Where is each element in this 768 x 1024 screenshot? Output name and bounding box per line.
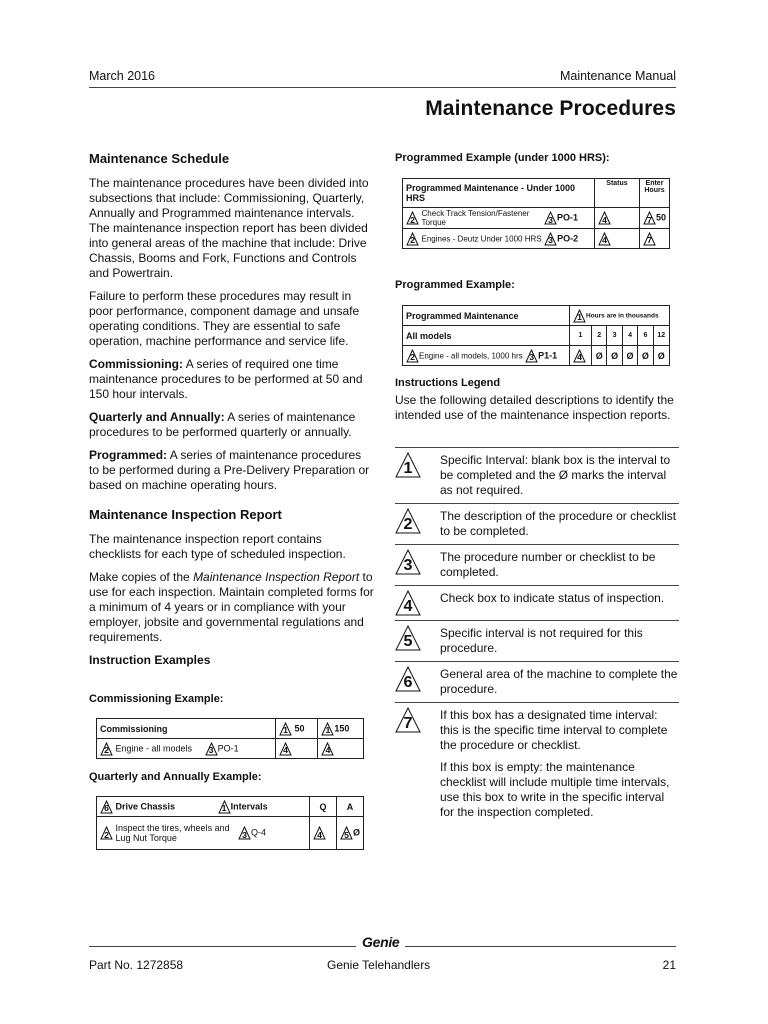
triangle-4-icon: 4 [598, 211, 611, 225]
report-text-b: to use for each inspection. Maintain completed forms for a minimum of 4 years or in compliance with your employer, jobsite and governmental regulations and requirements. [89, 570, 374, 644]
triangle-4-icon: 4 [313, 826, 326, 840]
qa-table-a: A [336, 797, 363, 817]
qa-table-item [97, 817, 310, 850]
triangle-1-icon: 1 [279, 722, 292, 736]
triangle-2-icon: 2 [100, 826, 113, 840]
comm-table-check-2 [318, 739, 364, 759]
quarterly-example-heading: Quarterly and Annually Example: [89, 771, 262, 783]
report-text-a: Make copies of the [89, 570, 194, 584]
programmed-example-2-heading: Programmed Example: [395, 279, 515, 291]
prog1-r2-proc: PO-2 [557, 232, 579, 243]
report-paragraph-2 [89, 570, 374, 645]
quarterly-paragraph [89, 410, 374, 440]
report-text-italic: Maintenance Inspection Report [193, 570, 360, 584]
triangle-2-icon: 2 [100, 742, 113, 756]
triangle-3-icon: 3 [205, 742, 218, 756]
prog2-col-4: 4 [622, 326, 637, 346]
prog2-hours-text: Hours are in thousands [586, 312, 659, 320]
header-rule [89, 87, 676, 88]
schedule-paragraph-2: Failure to perform these procedures may result in poor performance, component damage and unsafe operating conditions. They are essential to safe operation, machine performance and service life. [89, 289, 360, 348]
prog2-item [403, 346, 570, 366]
programmed-text: A series of maintenance procedures to be performed during a Pre-Delivery Preparation or based on machine operating hours. [89, 448, 370, 492]
genie-logo: Genie [356, 934, 405, 950]
triangle-4-icon: 4 [321, 742, 334, 756]
legend-text-1: Specific Interval: blank box is the interval to be completed and the Ø marks the interval as not required. [440, 453, 671, 497]
triangle-6-icon: 6 [100, 800, 113, 814]
prog2-mark-4: Ø [638, 346, 653, 366]
schedule-paragraph-1: The maintenance procedures have been divided into subsections that include: Commissioning, Quarterly, Annually and Programmed maintenance intervals. The maintenance inspection report has been divided into general areas of the machine that include: Drive Chassis, Booms and Fork, Functions and Controls and Powertrain. [89, 176, 369, 280]
prog1-r1-val [639, 208, 669, 229]
triangle-1-icon: 1 [218, 800, 231, 814]
prog2-title: Programmed Maintenance [403, 306, 570, 326]
comm-item-text: Engine - all models [115, 742, 193, 753]
commissioning-label: Commissioning: [89, 357, 184, 371]
legend-text-3: The procedure number or checklist to be completed. [440, 550, 656, 579]
prog2-col-3: 3 [607, 326, 622, 346]
legend-row-2 [395, 503, 679, 544]
legend-text-7b: If this box is empty: the maintenance checklist will include multiple time intervals, use this box to write in the specific interval for the inspection completed. [440, 760, 670, 819]
header-manual: Maintenance Manual [559, 69, 676, 83]
qa-table-mark [336, 817, 363, 850]
prog2-col-1: 1 [570, 326, 592, 346]
quarterly-label: Quarterly and Annually: [89, 410, 225, 424]
legend-row-1 [395, 447, 679, 503]
comm-proc-text: PO-1 [217, 742, 239, 753]
legend-heading: Instructions Legend [395, 377, 501, 389]
comm-table-item [97, 739, 276, 759]
triangle-7-icon: 7 [395, 707, 421, 733]
prog2-col-6: 12 [653, 326, 669, 346]
quarterly-text: A series of maintenance procedures to be performed quarterly or annually. [89, 410, 356, 439]
comm-table-check-1 [276, 739, 318, 759]
legend-text-2: The description of the procedure or checklist to be completed. [440, 509, 677, 538]
triangle-3-icon: 3 [395, 549, 421, 575]
header-date: March 2016 [89, 69, 156, 83]
legend-intro: Use the following detailed descriptions to identify the intended use of the maintenance inspection reports. [395, 393, 674, 422]
examples-heading: Instruction Examples [89, 653, 211, 667]
programmed-label: Programmed: [89, 448, 168, 462]
qa-mark-text: Ø [352, 827, 360, 838]
prog1-r1-item: Check Track Tension/Fastener Torque [421, 209, 530, 227]
triangle-7-icon: 7 [643, 211, 656, 225]
prog1-enter: Enter Hours [639, 179, 669, 208]
legend-text-6: General area of the machine to complete the procedure. [440, 667, 678, 696]
triangle-3-icon: 3 [238, 826, 251, 840]
qa-title-text: Drive Chassis [115, 800, 176, 811]
prog1-r2-val [639, 229, 669, 249]
programmed-example-1-table [402, 178, 670, 249]
triangle-7-icon: 7 [643, 232, 656, 246]
legend-row-7 [395, 702, 679, 825]
programmed-example-1-heading: Programmed Example (under 1000 HRS): [395, 152, 610, 164]
legend-text-4: Check box to indicate status of inspection. [440, 591, 665, 605]
comm-table-title: Commissioning [97, 719, 276, 739]
triangle-4-icon: 4 [395, 590, 421, 616]
qa-proc-text: Q-4 [251, 827, 267, 838]
legend-row-6 [395, 661, 679, 702]
prog1-r2-check [595, 229, 640, 249]
schedule-heading: Maintenance Schedule [89, 151, 230, 166]
prog2-mark-1: Ø [592, 346, 607, 366]
prog1-status: Status [595, 179, 640, 208]
triangle-1-icon: 1 [573, 309, 586, 323]
comm-table-h1 [276, 719, 318, 739]
quarterly-example-table [96, 796, 364, 850]
prog1-title: Programmed Maintenance - Under 1000 HRS [403, 179, 595, 208]
prog2-col-2: 2 [592, 326, 607, 346]
comm-h1-text: 50 [294, 722, 305, 733]
prog2-check [570, 346, 592, 366]
report-heading: Maintenance Inspection Report [89, 507, 282, 522]
triangle-5-icon: 5 [395, 625, 421, 651]
qa-table-q: Q [309, 797, 336, 817]
legend-text-5: Specific interval is not required for this procedure. [440, 626, 643, 655]
programmed-paragraph [89, 448, 374, 493]
footer-page-number: 21 [662, 958, 676, 972]
prog2-mark-2: Ø [607, 346, 622, 366]
prog2-proc-text: P1-1 [538, 349, 558, 360]
prog2-mark-5: Ø [653, 346, 669, 366]
qa-table-check [309, 817, 336, 850]
legend-text-7: If this box has a designated time interval: this is the specific time interval to complete the procedure or checklist. [440, 708, 668, 752]
qa-item-text: Inspect the tires, wheels and Lug Nut Torque [115, 823, 230, 843]
triangle-1-icon: 1 [321, 722, 334, 736]
comm-table-h2 [318, 719, 364, 739]
footer-part-number: Part No. 1272858 [89, 958, 184, 972]
prog2-item-text: Engine - all models, 1000 hrs [419, 350, 523, 360]
triangle-2-icon: 2 [406, 349, 419, 363]
legend-row-5 [395, 620, 679, 661]
legend-row-4 [395, 585, 679, 620]
prog1-r1-proc: PO-1 [557, 212, 579, 223]
triangle-3-icon: 3 [525, 349, 538, 363]
triangle-4-icon: 4 [279, 742, 292, 756]
prog2-all-models: All models [403, 326, 570, 346]
triangle-5-icon: 5 [340, 826, 353, 840]
commissioning-example-heading: Commissioning Example: [89, 693, 224, 705]
prog1-row-2 [403, 229, 595, 249]
footer-center: Genie Telehandlers [327, 958, 431, 972]
triangle-1-icon: 1 [395, 452, 421, 478]
triangle-3-icon: 3 [544, 232, 557, 246]
triangle-2-icon: 2 [406, 211, 419, 225]
page-title: Maintenance Procedures [425, 97, 676, 120]
triangle-4-icon: 4 [573, 349, 586, 363]
commissioning-paragraph [89, 357, 374, 402]
triangle-3-icon: 3 [544, 211, 557, 225]
prog2-mark-3: Ø [622, 346, 637, 366]
qa-intervals-text: Intervals [230, 800, 268, 811]
commissioning-example-table [96, 718, 364, 759]
prog2-col-5: 6 [638, 326, 653, 346]
prog1-r1-check [595, 208, 640, 229]
triangle-2-icon: 2 [406, 232, 419, 246]
prog1-row-1 [403, 208, 595, 229]
left-column [89, 151, 374, 667]
triangle-2-icon: 2 [395, 508, 421, 534]
comm-h2-text: 150 [334, 722, 350, 733]
prog1-r1-val-text: 50 [655, 212, 666, 223]
triangle-6-icon: 6 [395, 666, 421, 692]
legend-row-3 [395, 544, 679, 585]
triangle-4-icon: 4 [598, 232, 611, 246]
prog2-hours [570, 306, 670, 326]
report-paragraph-1: The maintenance inspection report contains checklists for each type of scheduled inspection. [89, 532, 346, 561]
qa-table-title [97, 797, 310, 817]
programmed-example-2-table [402, 305, 670, 366]
commissioning-text: A series of required one time maintenance procedures to be performed at 50 and 150 hour intervals. [89, 357, 363, 401]
instructions-legend [395, 447, 679, 825]
prog1-r2-item: Engines - Deutz Under 1000 HRS [421, 233, 542, 243]
